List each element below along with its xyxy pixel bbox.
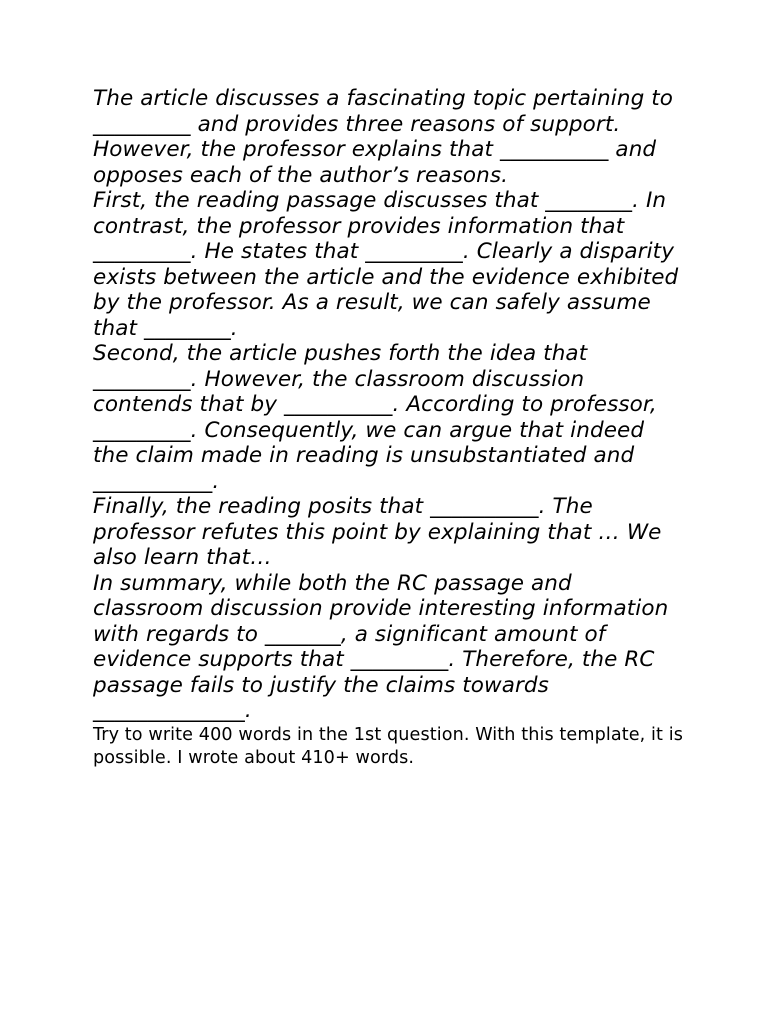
first-point-paragraph: First, the reading passage discusses that ________. In contrast, the professor provides information that _________. He states that _________. Clearly a disparity exists between the article and the evidence exhibited by the professor. As a result, we can safely assume that ________.	[93, 188, 679, 341]
intro-paragraph: The article discusses a fascinating topic pertaining to _________ and provides three reasons of support. However, the professor explains that __________ and opposes each of the author’s reasons.	[93, 86, 674, 188]
second-point-paragraph: Second, the article pushes forth the idea that _________. However, the classroom discussion contends that by __________. According to professor, _________. Consequently, we can argue that indeed the claim made in reading is unsubstantiated and ___________.	[93, 341, 657, 494]
template-text-block	[93, 86, 683, 771]
word-count-note: Try to write 400 words in the 1st question. With this template, it is possible. I wrote about 410+ words.	[93, 724, 683, 768]
summary-paragraph: In summary, while both the RC passage and classroom discussion provide interesting information with regards to _______, a significant amount of evidence supports that _________. Therefore, the RC passage fails to justify the claims towards ______________.	[93, 570, 669, 723]
third-point-paragraph: Finally, the reading posits that __________. The professor refutes this point by explaining that … We also learn that…	[93, 494, 662, 570]
